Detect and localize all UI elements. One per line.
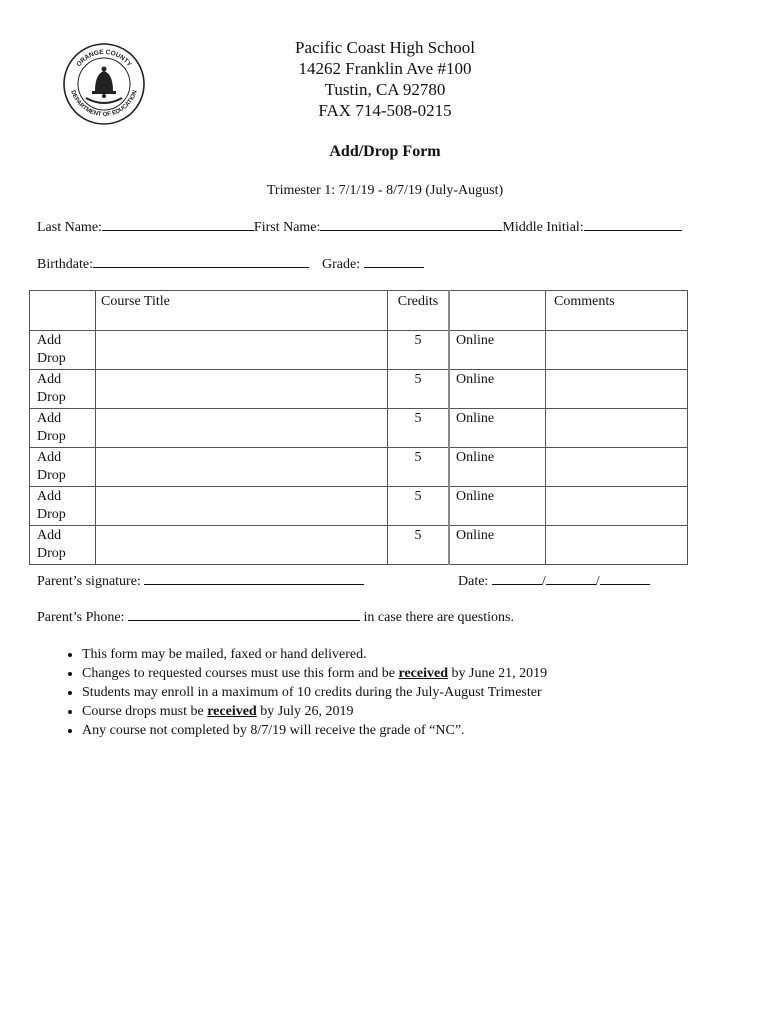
add-option[interactable]: Add	[37, 528, 62, 543]
add-drop-cell[interactable]	[30, 409, 96, 448]
svg-text:DEPARTMENT OF EDUCATION: DEPARTMENT OF EDUCATION	[69, 89, 139, 119]
header-comments: Comments	[546, 291, 688, 331]
school-city: Tustin, CA 92780	[324, 80, 446, 99]
add-option[interactable]: Add	[37, 333, 62, 348]
school-fax: FAX 714-508-0215	[318, 101, 452, 120]
course-title-field[interactable]	[96, 370, 388, 409]
add-drop-cell[interactable]	[30, 448, 96, 487]
date-month-field[interactable]	[492, 573, 542, 585]
add-drop-cell[interactable]	[30, 526, 96, 565]
svg-text:ORANGE COUNTY: ORANGE COUNTY	[75, 48, 133, 69]
credits-value: 5	[388, 409, 450, 448]
credits-value: 5	[388, 331, 450, 370]
first-name-label: First Name:	[253, 220, 321, 235]
drop-option[interactable]: Drop	[37, 546, 66, 561]
last-name-field[interactable]	[102, 219, 254, 231]
drop-option[interactable]: Drop	[37, 390, 66, 405]
header-credits: Credits	[388, 291, 450, 331]
birthdate-line	[37, 256, 424, 273]
date-separator: /	[541, 574, 546, 589]
middle-initial-label: Middle Initial:	[502, 220, 584, 235]
mode-value: Online	[449, 409, 546, 448]
add-drop-cell[interactable]	[30, 331, 96, 370]
comments-field[interactable]	[546, 370, 688, 409]
date-label: Date:	[458, 574, 489, 589]
orange-county-department-of-education-seal	[62, 42, 146, 126]
comments-field[interactable]	[546, 331, 688, 370]
school-name: Pacific Coast High School	[295, 38, 475, 57]
list-item: • Course drops must be received by July 26, 2019	[82, 702, 547, 721]
parent-phone-note: in case there are questions.	[363, 610, 514, 625]
comments-field[interactable]	[546, 487, 688, 526]
course-title-field[interactable]	[96, 331, 388, 370]
school-address: 14262 Franklin Ave #100	[298, 59, 472, 78]
parent-phone-field[interactable]	[128, 609, 360, 621]
date-day-field[interactable]	[546, 573, 596, 585]
table-header-row	[30, 291, 688, 331]
table-row	[30, 331, 688, 370]
trimester-dates: Trimester 1: 7/1/19 - 8/7/19 (July-August)	[266, 183, 504, 198]
parent-phone-label: Parent’s Phone:	[37, 610, 125, 625]
drop-option[interactable]: Drop	[37, 351, 66, 366]
instructions-list	[44, 645, 547, 740]
course-title-field[interactable]	[96, 487, 388, 526]
table-row	[30, 526, 688, 565]
mode-value: Online	[449, 331, 546, 370]
table-row	[30, 487, 688, 526]
parent-phone-line	[37, 609, 514, 626]
date-year-field[interactable]	[600, 573, 650, 585]
form-title: Add/Drop Form	[329, 143, 441, 160]
drop-option[interactable]: Drop	[37, 429, 66, 444]
date-line	[458, 573, 650, 590]
add-drop-cell[interactable]	[30, 487, 96, 526]
mode-value: Online	[449, 487, 546, 526]
add-option[interactable]: Add	[37, 489, 62, 504]
grade-field[interactable]	[364, 256, 424, 268]
course-table	[29, 290, 688, 565]
parent-signature-line	[37, 573, 364, 590]
add-option[interactable]: Add	[37, 372, 62, 387]
list-item: • This form may be mailed, faxed or hand delivered.	[82, 645, 547, 664]
parent-signature-field[interactable]	[144, 573, 364, 585]
credits-value: 5	[388, 448, 450, 487]
add-option[interactable]: Add	[37, 411, 62, 426]
first-name-field[interactable]	[320, 219, 502, 231]
list-item: • Any course not completed by 8/7/19 will receive the grade of “NC”.	[82, 721, 547, 740]
mode-value: Online	[449, 448, 546, 487]
middle-initial-field[interactable]	[584, 219, 682, 231]
table-row	[30, 448, 688, 487]
birthdate-field[interactable]	[93, 256, 309, 268]
header-action-cell	[30, 291, 96, 331]
comments-field[interactable]	[546, 448, 688, 487]
school-header	[180, 37, 590, 121]
course-title-field[interactable]	[96, 448, 388, 487]
list-item: • Changes to requested courses must use this form and be received by June 21, 2019	[82, 664, 547, 683]
comments-field[interactable]	[546, 409, 688, 448]
table-row	[30, 370, 688, 409]
course-title-field[interactable]	[96, 409, 388, 448]
table-row	[30, 409, 688, 448]
last-name-label: Last Name:	[37, 220, 102, 235]
grade-label: Grade:	[322, 257, 361, 272]
header-course-title: Course Title	[96, 291, 388, 331]
mode-value: Online	[449, 526, 546, 565]
parent-signature-label: Parent’s signature:	[37, 574, 141, 589]
drop-option[interactable]: Drop	[37, 507, 66, 522]
comments-field[interactable]	[546, 526, 688, 565]
credits-value: 5	[388, 487, 450, 526]
list-item: • Students may enroll in a maximum of 10 credits during the July-August Trimester	[82, 683, 547, 702]
drop-option[interactable]: Drop	[37, 468, 66, 483]
mode-value: Online	[449, 370, 546, 409]
credits-value: 5	[388, 370, 450, 409]
name-line	[37, 219, 682, 236]
course-title-field[interactable]	[96, 526, 388, 565]
add-drop-cell[interactable]	[30, 370, 96, 409]
add-option[interactable]: Add	[37, 450, 62, 465]
date-separator: /	[595, 574, 600, 589]
credits-value: 5	[388, 526, 450, 565]
header-mode-cell	[449, 291, 546, 331]
birthdate-label: Birthdate:	[37, 257, 93, 272]
